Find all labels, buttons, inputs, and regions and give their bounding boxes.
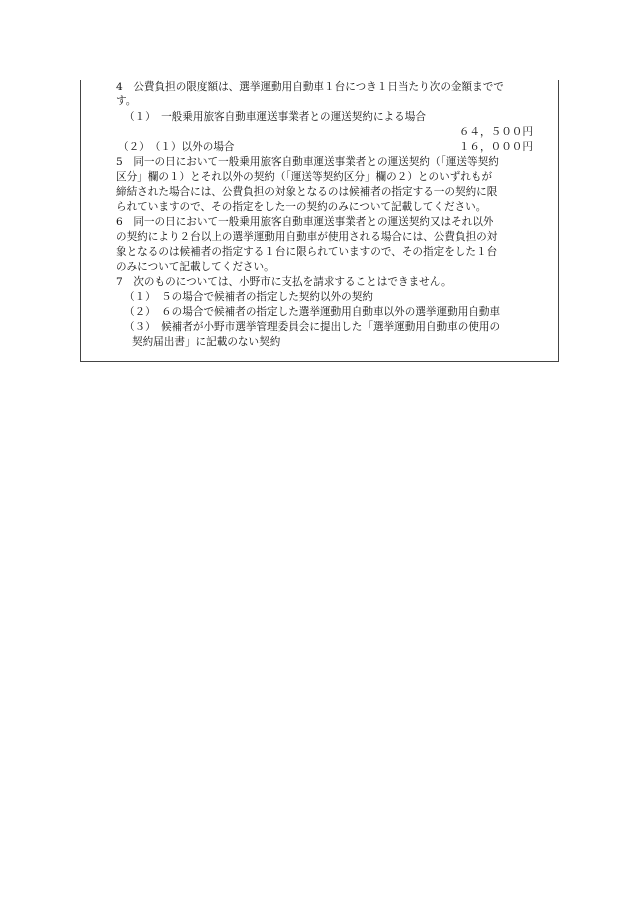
- item7-line1: 7 次のものについては、小野市に支払を請求することはできません。: [116, 276, 452, 288]
- item4-sub1: （１） 一般乗用旅客自動車運送事業者との運送契約による場合: [124, 111, 426, 123]
- item4-line2: す。: [116, 95, 137, 107]
- item6-line1: 6 同一の日において一般乗用旅客自動車運送事業者との運送契約又はそれ以外: [116, 216, 494, 228]
- item5-line2: 区分」欄の１）とそれ以外の契約（「運送等契約区分」欄の２）とのいずれもが: [116, 171, 493, 183]
- item7-sub1: （１） ５の場合で候補者の指定した契約以外の契約: [124, 291, 373, 303]
- item4-sub1-amount: ６４，５００円: [458, 126, 533, 138]
- item4-sub2-amount: １６，０００円: [458, 141, 533, 153]
- item6-line2: の契約により２台以上の選挙運動用自動車が使用される場合には、公費負担の対: [116, 231, 498, 243]
- item5-line3: 締結された場合には、公費負担の対象となるのは候補者の指定する一の契約に限: [116, 186, 498, 198]
- item6-line3: 象となるのは候補者の指定する１台に限られていますので、その指定をした１台: [116, 246, 498, 258]
- item6-line4: のみについて記載してください。: [116, 261, 275, 273]
- item5-line4: られていますので、その指定をした一の契約のみについて記載してください。: [116, 201, 487, 213]
- item5-line1: 5 同一の日において一般乗用旅客自動車運送事業者との運送契約（「運送等契約: [116, 156, 499, 168]
- item7-sub3-line2: 契約届出書」に記載のない契約: [132, 336, 281, 348]
- item7-sub2: （２） ６の場合で候補者の指定した選挙運動用自動車以外の選挙運動用自動車: [124, 306, 501, 318]
- item7-sub3-line1: （３） 候補者が小野市選挙管理委員会に提出した「選挙運動用自動車の使用の: [124, 321, 501, 333]
- item4-line1: 4 公費負担の限度額は、選挙運動用自動車１台につき１日当たり次の金額までで: [116, 81, 504, 93]
- item4-sub2: （２） （１）以外の場合: [118, 141, 235, 153]
